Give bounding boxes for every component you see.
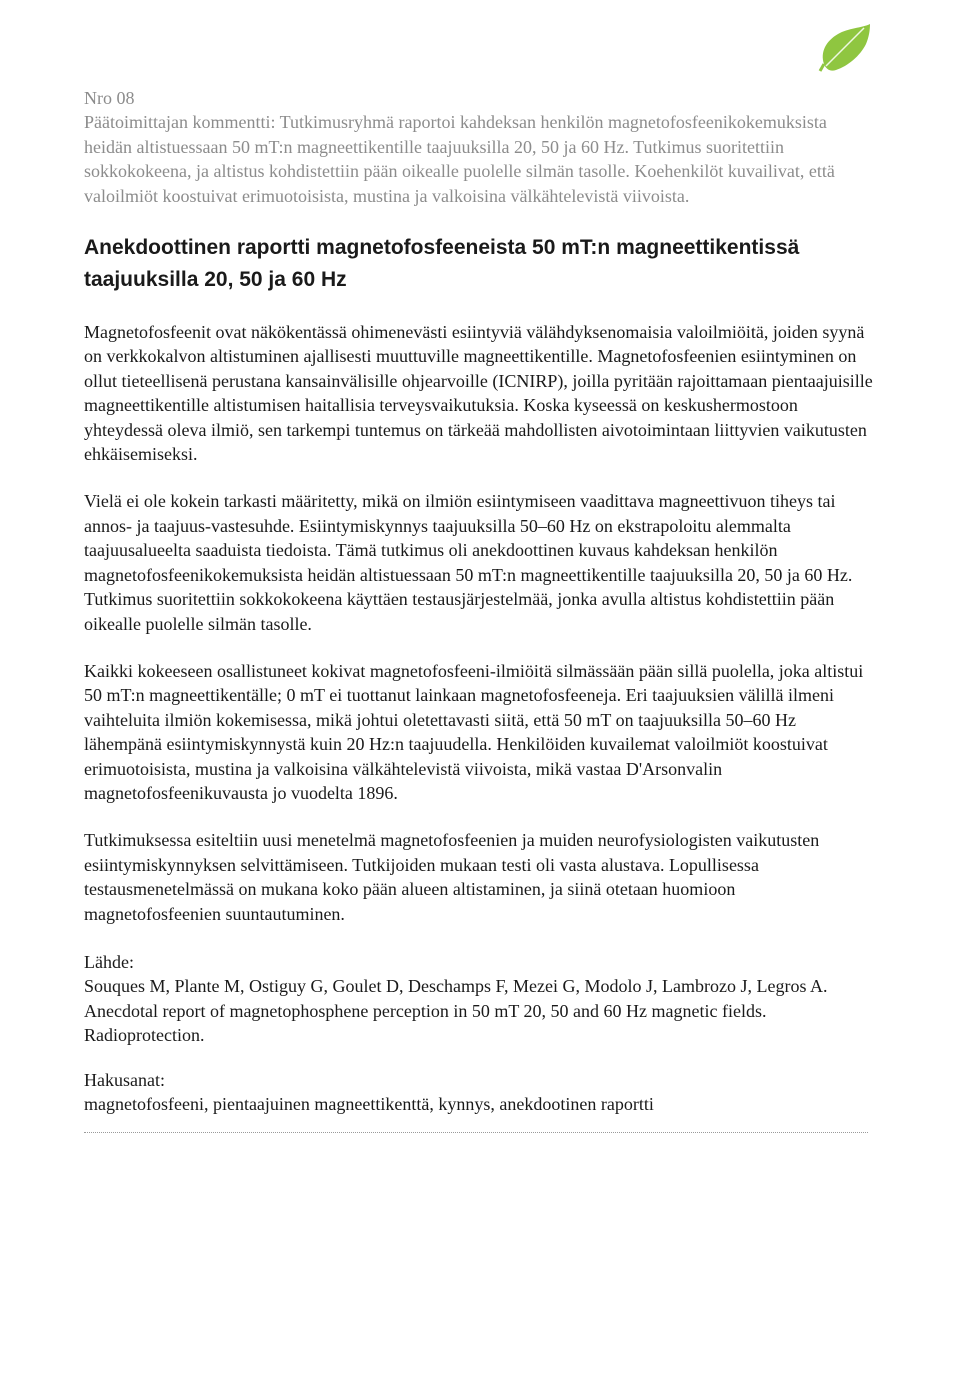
keywords-label: Hakusanat: (84, 1069, 165, 1090)
editor-comment: Päätoimittajan kommentti: Tutkimusryhmä raportoi kahdeksan henkilön magnetofosfeenikokemuksista heidän altistuessaan 50 mT:n magneettikentille taajuuksilla 20, 50 ja 60 Hz. Tutkimus suoritettiin sokkokokeena, ja altistus kohdistettiin pään oikealle puolelle silmän tasolle. Koehenkilöt kuvailivat, että valoilmiöt koostuivat erimuotoisista, mustina ja valkoisina välkähtelevistä viivoista. (84, 112, 835, 206)
keywords-list: magnetofosfeeni, pientaajuinen magneettikenttä, kynnys, anekdootinen raportti (84, 1094, 654, 1114)
footer-divider (84, 1132, 868, 1133)
issue-number: Nro 08 (84, 88, 135, 108)
paragraph-3: Kaikki kokeeseen osallistuneet kokivat magnetofosfeeni-ilmiöitä silmässään pään sillä puolella, joka altistui 50 mT:n magneettikentälle; 0 mT ei tuottanut lainkaan magnetofosfeeneja. Eri taajuuksien välillä ilmeni vaihteluita ilmiön kokemisessa, mikä johtui oletettavasti siitä, että 50 mT on taajuuksilla 50–60 Hz lähempänä esiintymiskynnystä kuin 20 Hz:n taajuudella. Henkilöiden kuvailemat valoilmiöt koostuivat erimuotoisista, mustina ja valkoisina välkähtelevistä viivoista, mikä vastaa D'Arsonvalin magnetofosfeenikuvausta jo vuodelta 1896. (84, 660, 864, 803)
source-citation: Souques M, Plante M, Ostiguy G, Goulet D, Deschamps F, Mezei G, Modolo J, Lambrozo J, Legros A. Anecdotal report of magnetophosphene perception in 50 mT 20, 50 and 60 Hz magnetic fields. Radioprotection. (84, 976, 828, 1046)
birch-leaf-icon (818, 22, 872, 72)
source-label: Lähde: (84, 951, 134, 972)
paragraph-1: Magnetofosfeenit ovat näkökentässä ohimenevästi esiintyviä välähdyksenomaisia valoilmiöitä, joiden syynä on verkkokalvon altistuminen ajallisesti muuttuville magneettikentille. Magnetofosfeenien esiintyminen on ollut tieteellisenä perustana kansainvälisille ohjearvoille (ICNIRP), joilla pyritään rajoittamaan pientaajuisille magneettikentille altistumisen haitallisia terveysvaikutuksia. Koska kyseessä on keskushermostoon yhteydessä oleva ilmiö, sen tarkempi tuntemus on tärkeää mahdollisten aivotoimintaan liittyvien vaikutusten ehkäisemiseksi. (84, 322, 873, 465)
paragraph-4: Tutkimuksessa esiteltiin uusi menetelmä magnetofosfeenien ja muiden neurofysiologisten vaikutusten esiintymiskynnyksen selvittämiseen. Tutkijoiden mukaan testi oli vasta alustava. Lopullisessa testausmenetelmässä on mukana koko pään alueen altistaminen, ja siinä otetaan huomioon magnetofosfeenien suuntautuminen. (84, 830, 820, 924)
document-page (84, 86, 874, 1133)
article-title: Anekdoottinen raportti magnetofosfeeneista 50 mT:n magneettikentissä taajuuksilla 20, 50 ja 60 Hz (84, 236, 800, 292)
paragraph-2: Vielä ei ole kokein tarkasti määritetty, mikä on ilmiön esiintymiseen vaadittava magneettivuon tiheys tai annos- ja taajuus-vastesuhde. Esiintymiskynnys taajuuksilla 50–60 Hz on ekstrapoloitu alemmalta taajuusalueelta saaduista tiedoista. Tämä tutkimus oli anekdoottinen kuvaus kahdeksan henkilön magnetofosfeenikokemuksista heidän altistuessaan 50 mT:n magneettikentille taajuuksilla 20, 50 ja 60 Hz. Tutkimus suoritettiin sokkokokeena käyttäen testausjärjestelmää, jonka avulla altistus kohdistettiin pään oikealle puolelle silmän tasolle. (84, 491, 853, 634)
editor-note (84, 86, 874, 208)
